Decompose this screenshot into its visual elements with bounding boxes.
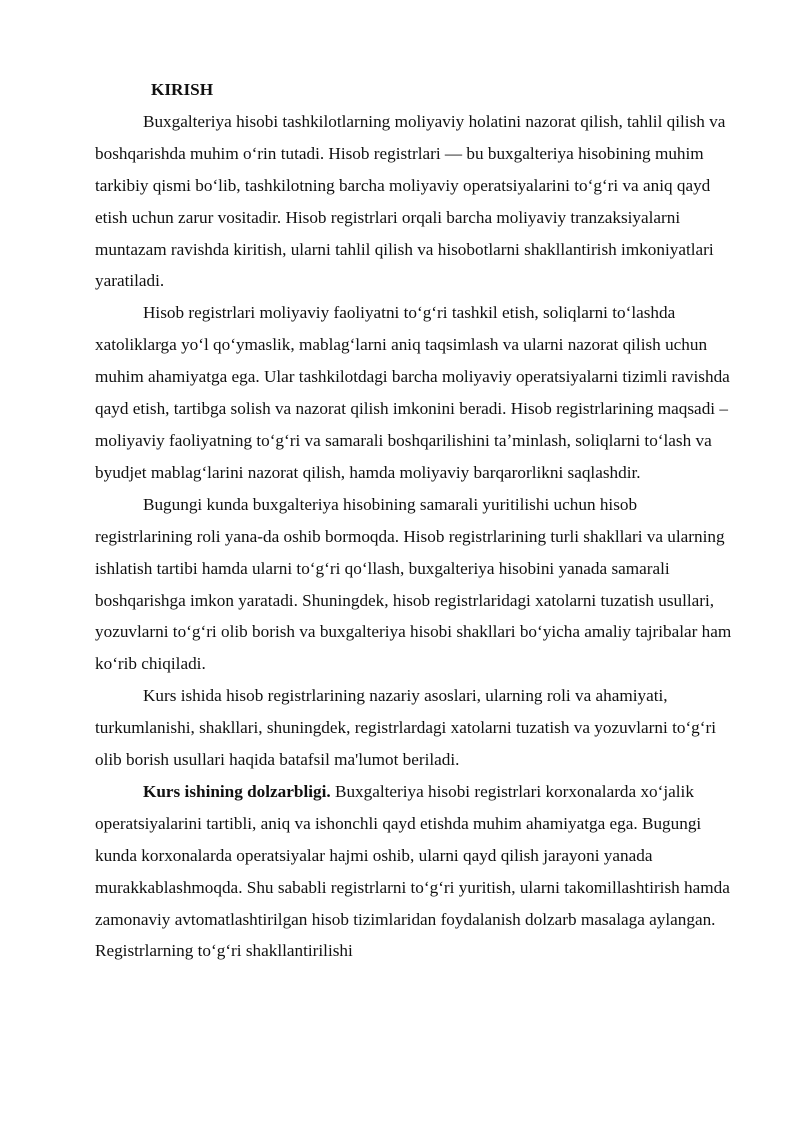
- paragraph-registers-role: Bugungi kunda buxgalteriya hisobining samarali yuritilishi uchun hisob registrlarining roli yana-da oshib bormoqda. Hisob registrlarining turli shakllari va ularning ishlatish tartibi hamda ularni toʻgʻri qoʻllash, buxgalteriya hisobini yanada samarali boshqarishga imkon yaratadi. Shuningdek, hisob registrlaridagi xatolarni tuzatish usullari, yozuvlarni toʻgʻri olib borish va buxgalteriya hisobi shakllari boʻyicha amaliy tajribalar ham koʻrib chiqiladi.: [95, 494, 732, 674]
- relevance-label: Kurs ishining dolzarbligi.: [143, 781, 331, 801]
- paragraph-course-content: Kurs ishida hisob registrlarining nazariy asoslari, ularning roli va ahamiyati, turkumlanishi, shakllari, shuningdek, registrlardagi xatolarni tuzatish va yozuvlarni toʻgʻri olib borish usullari haqida batafsil ma'lumot beriladi.: [95, 686, 716, 770]
- section-heading: KIRISH: [151, 80, 214, 99]
- document-body: [95, 74, 735, 967]
- paragraph-registers-purpose: Hisob registrlari moliyaviy faoliyatni toʻgʻri tashkil etish, soliqlarni toʻlashda xatoliklarga yoʻl qoʻymaslik, mablagʻlarni aniq taqsimlash va ularni nazorat qilish uchun muhim ahamiyatga ega. Ular tashkilotdagi barcha moliyaviy operatsiyalarni tizimli ravishda qayd etish, tartibga solish va nazorat qilish imkonini beradi. Hisob registrlarining maqsadi – moliyaviy faoliyatning toʻgʻri va samarali boshqarilishini taʼminlash, soliqlarni toʻlash va byudjet mablagʻlarini nazorat qilish, hamda moliyaviy barqarorlikni saqlashdir.: [95, 303, 730, 482]
- relevance-text: Buxgalteriya hisobi registrlari korxonalarda xoʻjalik operatsiyalarini tartibli, aniq va ishonchli qayd etishda muhim ahamiyatga ega. Bugungi kunda korxonalarda operatsiyalar hajmi oshib, ularni qayd qilish jarayoni yanada murakkablashmoqda. Shu sababli registrlarni toʻgʻri yuritish, ularni takomillashtirish hamda zamonaviy avtomatlashtirilgan hisob tizimlaridan foydalanish dolzarb masalaga aylangan. Registrlarning toʻgʻri shakllantirilishi: [95, 781, 730, 961]
- paragraph-intro: Buxgalteriya hisobi tashkilotlarning moliyaviy holatini nazorat qilish, tahlil qilish va boshqarishda muhim oʻrin tutadi. Hisob registrlari — bu buxgalteriya hisobining muhim tarkibiy qismi boʻlib, tashkilotning barcha moliyaviy operatsiyalarini toʻgʻri va aniq qayd etish uchun zarur vositadir. Hisob registrlari orqali barcha moliyaviy tranzaksiyalarni muntazam ravishda kiritish, ularni tahlil qilish va hisobotlarni shakllantirish imkoniyatlari yaratiladi.: [95, 111, 726, 291]
- paragraph-relevance: [95, 776, 735, 967]
